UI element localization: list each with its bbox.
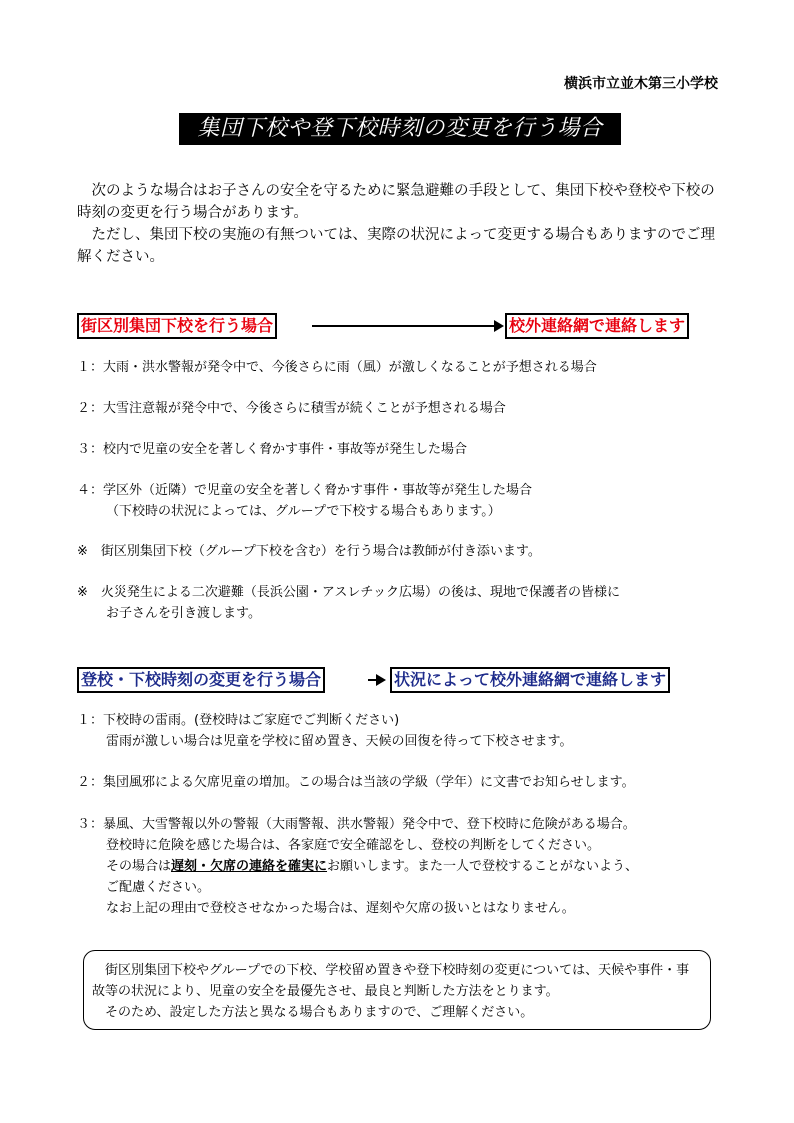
section2-item-3-detail-3: ご配慮ください。	[106, 880, 211, 895]
section1-result: 校外連絡網で連絡します	[505, 313, 689, 339]
section2-item-1-detail: 雷雨が激しい場合は児童を学校に留め置き、天候の回復を待って下校させます。	[106, 734, 573, 749]
section1-item-4: ４：学区外（近隣）で児童の安全を著しく脅かす事件・事故等が発生した場合	[77, 483, 533, 498]
school-name: 横浜市立並木第三小学校	[564, 76, 718, 92]
section2-item-3-detail-2	[106, 856, 638, 877]
text-segment: お願いします。また一人で登校することがないよう、	[327, 859, 638, 874]
section1-item-3: ３：校内で児童の安全を著しく脅かす事件・事故等が発生した場合	[77, 442, 468, 457]
section1-item-4-note: （下校時の状況によっては、グループで下校する場合もあります。）	[106, 504, 501, 519]
text-segment: その場合は	[106, 859, 172, 874]
section1-item-1: １：大雨・洪水警報が発令中で、今後さらに雨（風）が激しくなることが予想される場合	[77, 360, 597, 375]
section2-item-3: ３：暴風、大雪警報以外の警報（大雨警報、洪水警報）発令中で、登下校時に危険がある場合。	[77, 817, 636, 832]
note-box	[83, 950, 711, 1030]
section2-item-2: ２：集団風邪による欠席児童の増加。この場合は当該の学級（学年）に文書でお知らせします。	[77, 775, 635, 790]
page-title: 集団下校や登下校時刻の変更を行う場合	[179, 113, 621, 145]
note-line-2: そのため、設定した方法と異なる場合もありますので、ご理解ください。	[105, 1005, 534, 1020]
section2-item-3-detail-4: なお上記の理由で登校させなかった場合は、遅刻や欠席の扱いとはなりません。	[106, 901, 575, 916]
intro-text	[77, 180, 727, 268]
section1-arrow-line	[312, 325, 495, 327]
intro-paragraph-1: 次のような場合はお子さんの安全を守るために緊急避難の手段として、集団下校や登校や下校の時刻の変更を行う場合があります。	[77, 183, 715, 221]
section1-note-fire-cont: お子さんを引き渡します。	[106, 606, 261, 621]
section2-header: 登校・下校時刻の変更を行う場合	[77, 667, 325, 693]
section2-item-1: １：下校時の雷雨。(登校時はご家庭でご判断ください)	[77, 713, 400, 728]
section2-result: 状況によって校外連絡網で連絡します	[390, 667, 670, 693]
section1-header: 街区別集団下校を行う場合	[77, 313, 277, 339]
section1-note-fire: ※ 火災発生による二次避難（長浜公園・アスレチック広場）の後は、現地で保護者の皆様に	[77, 585, 620, 600]
note-line-1: 街区別集団下校やグループでの下校、学校留め置きや登下校時刻の変更については、天候や事件・事故等の状況により、児童の安全を最優先させ、最良と判断した方法をとります。	[92, 963, 690, 999]
intro-paragraph-2: ただし、集団下校の実施の有無ついては、実際の状況によって変更する場合もありますのでご理解ください。	[77, 227, 715, 265]
arrow-right-icon	[494, 320, 504, 332]
emphasis-contact: 遅刻・欠席の連絡を確実に	[171, 859, 328, 874]
section1-item-2: ２：大雪注意報が発令中で、今後さらに積雪が続くことが予想される場合	[77, 401, 506, 416]
section2-item-3-detail-1: 登校時に危険を感じた場合は、各家庭で安全確認をし、登校の判断をしてください。	[106, 838, 601, 853]
section1-note-teacher: ※ 街区別集団下校（グループ下校を含む）を行う場合は教師が付き添います。	[77, 544, 541, 559]
arrow-right-icon	[376, 674, 386, 686]
